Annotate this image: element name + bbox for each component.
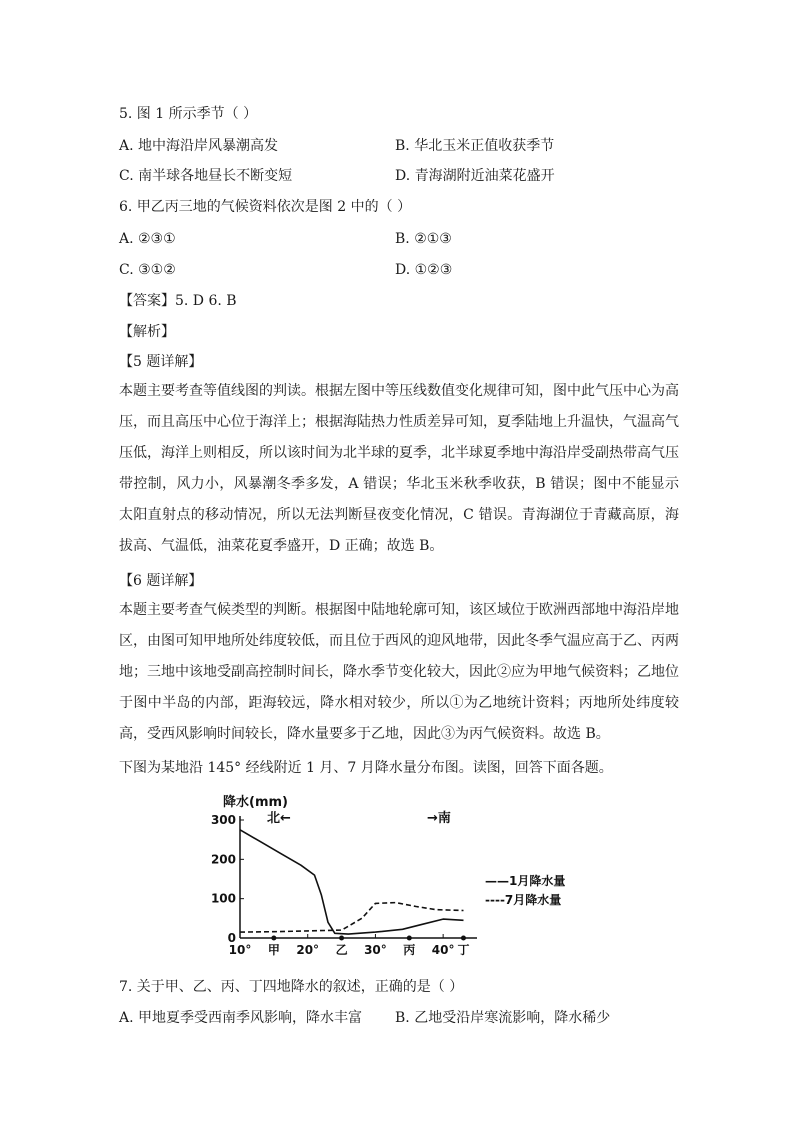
chart-intro: 下图为某地沿 145° 经线附近 1 月、7 月降水量分布图。读图，回答下面各题。 xyxy=(119,760,613,776)
x-tick-label: 甲 xyxy=(267,943,280,957)
q6-option-c: C. ③①② xyxy=(119,262,176,278)
q6-option-a: A. ②③① xyxy=(119,231,176,247)
q7-option-a: A. 甲地夏季受西南季风影响，降水丰富 xyxy=(119,1010,363,1026)
y-tick-label: 100 xyxy=(210,891,236,906)
q5-option-c: C. 南半球各地昼长不断变短 xyxy=(119,168,293,184)
location-dot xyxy=(271,936,276,941)
q6-option-b: B. ②①③ xyxy=(395,231,452,247)
y-tick-label: 300 xyxy=(210,813,236,827)
detail6-label: 【6 题详解】 xyxy=(119,573,203,589)
detail6-text: 本题主要考查气候类型的判断。根据图中陆地轮廓可知，该区域位于欧洲西部地中海沿岸地区，由图可知甲地所处纬度较低，而且位于西风的迎风地带，因此冬季气温应高于乙、丙两地；三地中该地受副高控制时间长，降水季节变化较大，因此②应为甲地气候资料；乙地位于图中半岛的内部，距海较远，降水相对较少，所以①为乙地统计资料；丙地所处纬度较高，受西风影响时间较长，降水量要多于乙地，因此③为丙气候资料。故选 B。 xyxy=(119,602,679,742)
q5-option-b: B. 华北玉米正值收获季节 xyxy=(395,138,555,154)
location-dot xyxy=(339,936,344,941)
q5-option-a: A. 地中海沿岸风暴潮高发 xyxy=(119,138,279,154)
detail5-label: 【5 题详解】 xyxy=(119,354,203,370)
x-tick-label: 20° xyxy=(296,943,320,957)
y-axis-label: 降水(mm) xyxy=(223,795,288,810)
location-dot xyxy=(461,936,466,941)
legend-entry-1: ——1月降水量 xyxy=(485,874,566,888)
precipitation-chart xyxy=(210,788,595,960)
legend-entry-2: ----7月降水量 xyxy=(485,893,562,907)
q5-stem: 5. 图 1 所示季节（ ） xyxy=(119,106,258,122)
direction-south: →南 xyxy=(427,811,451,826)
analysis-label: 【解析】 xyxy=(119,324,175,340)
x-tick-label: 丙 xyxy=(403,943,416,957)
detail5-text: 本题主要考查等值线图的判读。根据左图中等压线数值变化规律可知，图中此气压中心为高压，而且高压中心位于海洋上；根据海陆热力性质差异可知，夏季陆地上升温快，气温高气压低，海洋上则相反，所以该时间为北半球的夏季，北半球夏季地中海沿岸受副热带高气压带控制，风力小，风暴潮冬季多发，A 错误；华北玉米秋季收获，B 错误；图中不能显示太阳直射点的移动情况，所以无法判断昼夜变化情况，C 错误。青海湖位于青藏高原，海拔高、气温低，油菜花夏季盛开，D 正确；故选 B。 xyxy=(119,383,679,554)
q7-option-b: B. 乙地受沿岸寒流影响，降水稀少 xyxy=(395,1010,611,1026)
q6-option-d: D. ①②③ xyxy=(395,262,453,278)
q5-option-d: D. 青海湖附近油菜花盛开 xyxy=(395,168,555,184)
series-line-1 xyxy=(240,830,464,934)
x-tick-label: 40° xyxy=(431,943,455,957)
q6-stem: 6. 甲乙丙三地的气候资料依次是图 2 中的（ ） xyxy=(119,199,412,215)
series-line-2 xyxy=(240,903,464,933)
x-tick-label: 乙 xyxy=(335,943,348,957)
q7-stem: 7. 关于甲、乙、丙、丁四地降水的叙述，正确的是（ ） xyxy=(119,979,464,995)
y-tick-label: 0 xyxy=(227,931,236,945)
location-dot xyxy=(407,936,412,941)
x-tick-label: 30° xyxy=(364,943,387,957)
x-tick-label: 丁 xyxy=(457,943,470,957)
x-tick-label: 10° xyxy=(228,943,252,957)
direction-north: 北← xyxy=(267,811,291,826)
y-tick-label: 200 xyxy=(210,852,236,867)
answer-line: 【答案】5. D 6. B xyxy=(119,293,237,309)
